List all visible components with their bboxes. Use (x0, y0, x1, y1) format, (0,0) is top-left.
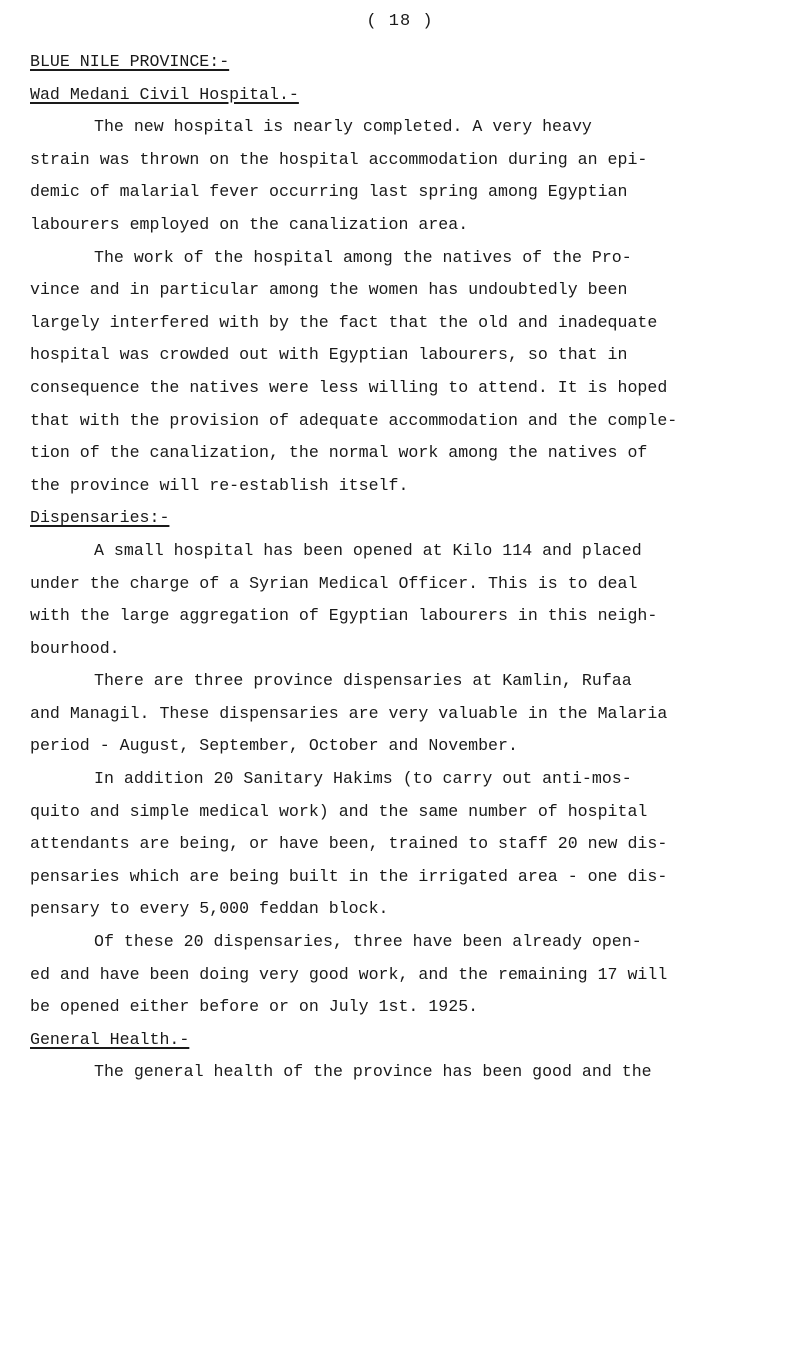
text-line: There are three province dispensaries at Kamlin, Rufaa (94, 671, 632, 691)
document-body (30, 46, 790, 1089)
province-heading: BLUE NILE PROVINCE:- (30, 52, 230, 71)
dispensaries-paragraph-2 (30, 665, 790, 763)
text-line: quito and simple medical work) and the same number of hospital (30, 801, 648, 821)
text-line: demic of malarial fever occurring last spring among Egyptian (30, 182, 628, 202)
text-line: period - August, September, October and November. (30, 736, 518, 756)
general-health-paragraph-1 (30, 1056, 790, 1089)
text-line: under the charge of a Syrian Medical Officer. This is to deal (30, 573, 638, 593)
general-health-heading: General Health.- (30, 1029, 190, 1049)
text-line: labourers employed on the canalization area. (30, 214, 469, 234)
text-line: strain was thrown on the hospital accommodation during an epi- (30, 149, 648, 169)
text-line: with the large aggregation of Egyptian labourers in this neigh- (30, 606, 658, 626)
text-line: The general health of the province has been good and the (94, 1062, 652, 1082)
text-line: that with the provision of adequate accommodation and the comple- (30, 410, 678, 430)
text-line: consequence the natives were less willing to attend. It is hoped (30, 377, 668, 397)
text-line: The work of the hospital among the natives of the Pro- (94, 247, 632, 267)
text-line: pensary to every 5,000 feddan block. (30, 899, 389, 919)
text-line: vince and in particular among the women has undoubtedly been (30, 280, 628, 300)
text-line: and Managil. These dispensaries are very valuable in the Malaria (30, 703, 668, 723)
dispensaries-paragraph-4 (30, 926, 790, 1024)
text-line: be opened either before or on July 1st. 1925. (30, 997, 479, 1017)
dispensaries-paragraph-1 (30, 535, 790, 665)
text-line: In addition 20 Sanitary Hakims (to carry out anti-mos- (94, 769, 632, 789)
dispensaries-paragraph-3 (30, 763, 790, 926)
hospital-paragraph-1 (30, 111, 790, 241)
text-line: hospital was crowded out with Egyptian labourers, so that in (30, 345, 628, 365)
text-line: largely interfered with by the fact that the old and inadequate (30, 312, 658, 332)
text-line: the province will re-establish itself. (30, 475, 409, 495)
text-line: The new hospital is nearly completed. A very heavy (94, 117, 592, 137)
hospital-heading: Wad Medani Civil Hospital.- (30, 84, 299, 104)
text-line: ed and have been doing very good work, and the remaining 17 will (30, 964, 668, 984)
text-line: A small hospital has been opened at Kilo 114 and placed (94, 540, 642, 560)
text-line: pensaries which are being built in the irrigated area - one dis- (30, 866, 668, 886)
text-line: Of these 20 dispensaries, three have been already open- (94, 932, 642, 952)
dispensaries-heading: Dispensaries:- (30, 508, 170, 528)
page-number: ( 18 ) (366, 12, 434, 31)
text-line: tion of the canalization, the normal work among the natives of (30, 443, 648, 463)
hospital-paragraph-2 (30, 242, 790, 503)
text-line: attendants are being, or have been, trained to staff 20 new dis- (30, 834, 668, 854)
text-line: bourhood. (30, 638, 120, 658)
